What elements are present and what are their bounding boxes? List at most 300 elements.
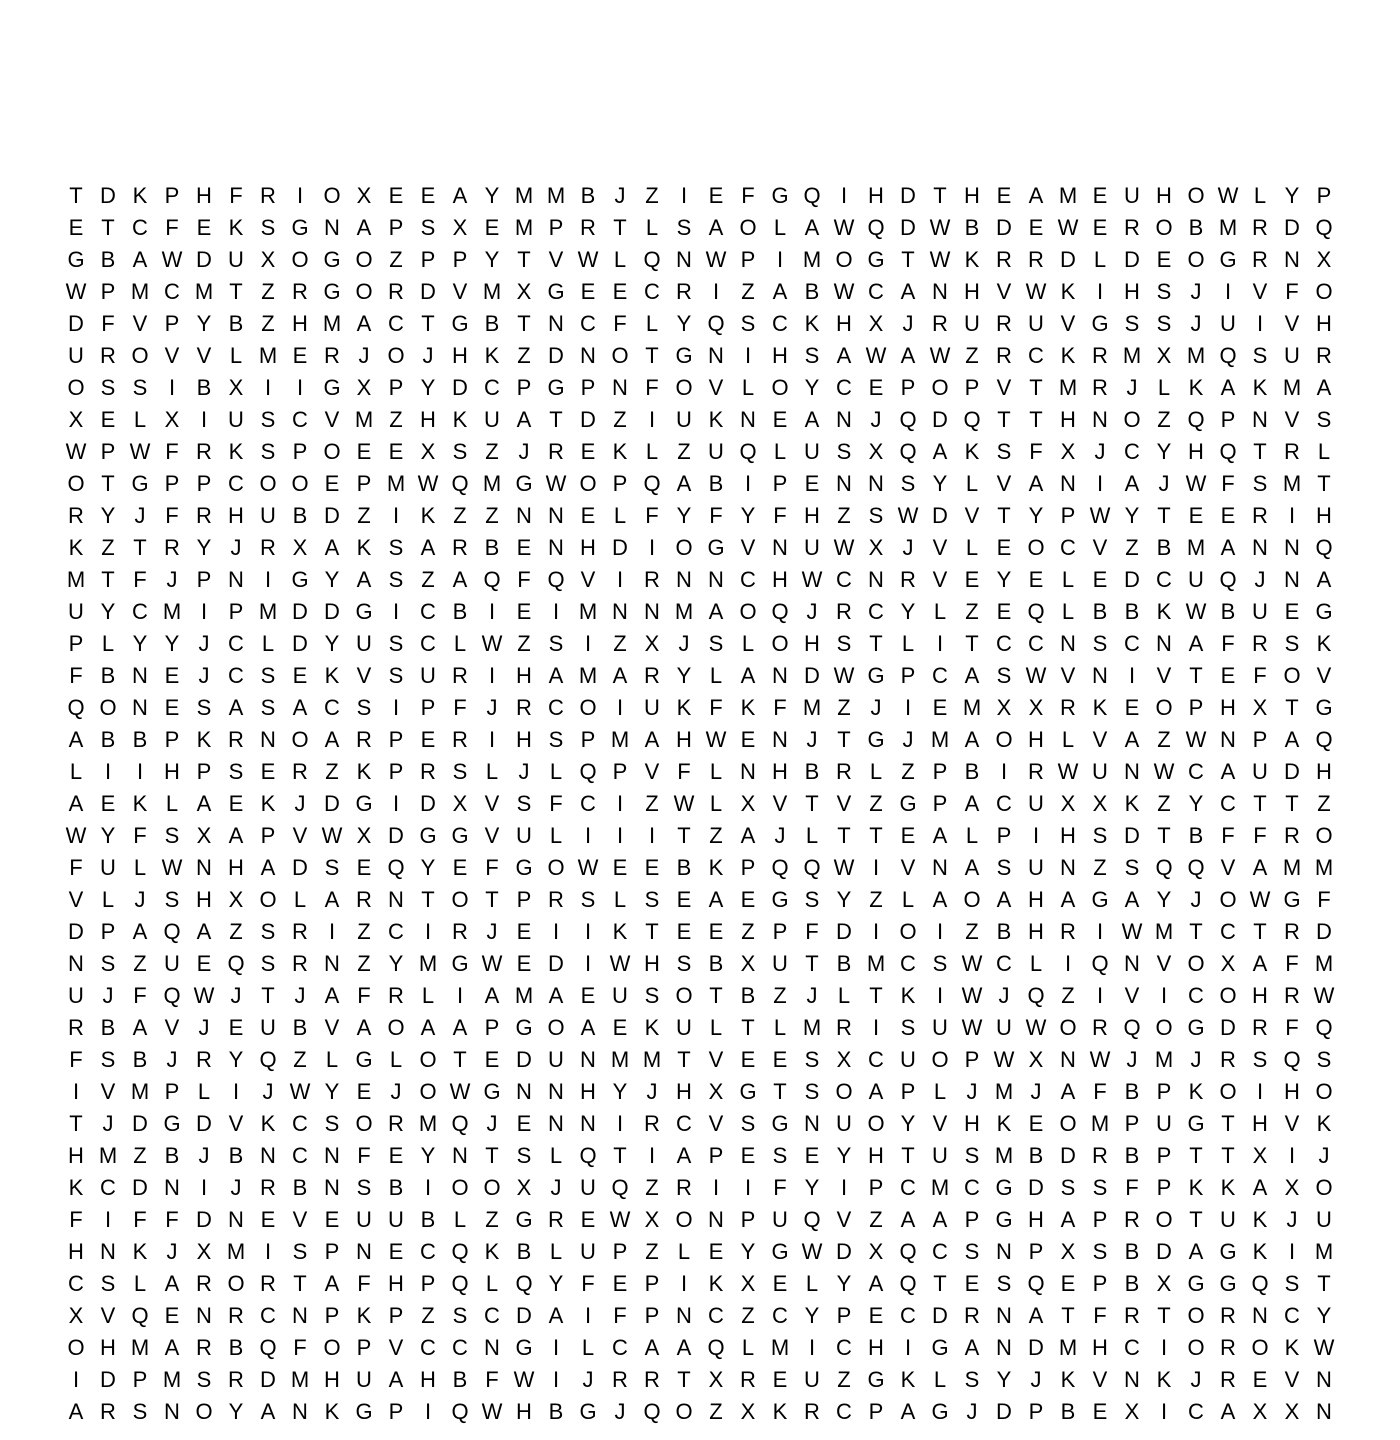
grid-letter: F bbox=[357, 1271, 371, 1296]
grid-letter: L bbox=[901, 887, 915, 912]
grid-letter: B bbox=[836, 951, 852, 976]
grid-letter: M bbox=[1314, 1239, 1334, 1264]
grid-letter: R bbox=[644, 567, 660, 592]
grid-letter: K bbox=[324, 1399, 340, 1424]
grid-letter: K bbox=[324, 663, 340, 688]
grid-letter: T bbox=[613, 1143, 627, 1168]
grid-letter: G bbox=[1219, 247, 1237, 272]
grid-letter: S bbox=[292, 1239, 308, 1264]
grid-letter: H bbox=[804, 631, 820, 656]
grid-letter: C bbox=[644, 279, 660, 304]
grid-letter: I bbox=[680, 1271, 688, 1296]
grid-letter: O bbox=[1251, 1335, 1269, 1360]
grid-letter: J bbox=[806, 983, 818, 1008]
grid-letter: G bbox=[1315, 695, 1333, 720]
grid-letter: S bbox=[164, 823, 180, 848]
grid-letter: W bbox=[321, 823, 343, 848]
grid-letter: V bbox=[964, 503, 980, 528]
grid-letter: M bbox=[1186, 343, 1206, 368]
grid-letter: E bbox=[356, 855, 372, 880]
grid-letter: S bbox=[740, 311, 756, 336]
grid-letter: S bbox=[260, 919, 276, 944]
grid-letter: U bbox=[996, 1015, 1012, 1040]
grid-letter: C bbox=[1188, 983, 1204, 1008]
grid-letter: G bbox=[1091, 887, 1109, 912]
grid-letter: P bbox=[1188, 695, 1204, 720]
grid-letter: W bbox=[161, 855, 183, 880]
grid-letter: Y bbox=[740, 1239, 756, 1264]
grid-letter: R bbox=[1124, 215, 1140, 240]
grid-letter: Z bbox=[389, 247, 403, 272]
grid-letter: A bbox=[740, 663, 756, 688]
grid-letter: E bbox=[964, 1271, 980, 1296]
grid-letter: U bbox=[708, 439, 724, 464]
grid-letter: C bbox=[676, 1111, 692, 1136]
grid-letter: A bbox=[1060, 887, 1076, 912]
grid-letter: J bbox=[422, 343, 434, 368]
grid-letter: L bbox=[613, 503, 627, 528]
grid-letter: J bbox=[102, 983, 114, 1008]
grid-letter: E bbox=[484, 1047, 500, 1072]
grid-letter: F bbox=[645, 503, 659, 528]
grid-letter: B bbox=[804, 759, 820, 784]
grid-letter: Z bbox=[965, 599, 979, 624]
grid-letter: E bbox=[516, 1111, 532, 1136]
grid-letter: E bbox=[292, 343, 308, 368]
grid-letter: X bbox=[868, 439, 884, 464]
grid-letter: S bbox=[580, 887, 596, 912]
grid-letter: T bbox=[869, 823, 883, 848]
grid-letter: N bbox=[804, 1111, 820, 1136]
grid-letter: F bbox=[1093, 1303, 1107, 1328]
grid-letter: B bbox=[100, 1015, 116, 1040]
grid-letter: R bbox=[228, 1303, 244, 1328]
grid-letter: X bbox=[452, 215, 468, 240]
grid-letter: C bbox=[932, 1239, 948, 1264]
grid-letter: Y bbox=[1316, 1303, 1332, 1328]
grid-letter: F bbox=[1285, 279, 1299, 304]
grid-letter: V bbox=[836, 1207, 852, 1232]
grid-letter: A bbox=[228, 695, 244, 720]
grid-letter: C bbox=[1284, 1303, 1300, 1328]
grid-letter: E bbox=[740, 1143, 756, 1168]
grid-letter: F bbox=[69, 1207, 83, 1232]
grid-letter: J bbox=[198, 663, 210, 688]
grid-letter: O bbox=[675, 1207, 693, 1232]
grid-letter: Q bbox=[1027, 983, 1045, 1008]
grid-letter: W bbox=[801, 1239, 823, 1264]
grid-letter: B bbox=[388, 1175, 404, 1200]
grid-letter: Z bbox=[1157, 791, 1171, 816]
grid-letter: R bbox=[1252, 215, 1268, 240]
grid-letter: S bbox=[900, 471, 916, 496]
grid-letter: W bbox=[833, 215, 855, 240]
grid-letter: C bbox=[228, 663, 244, 688]
grid-letter: I bbox=[488, 727, 496, 752]
grid-letter: T bbox=[677, 1047, 691, 1072]
grid-letter: I bbox=[584, 919, 592, 944]
grid-letter: S bbox=[804, 887, 820, 912]
grid-letter: C bbox=[836, 375, 852, 400]
grid-letter: X bbox=[1316, 247, 1332, 272]
grid-row bbox=[60, 1300, 1340, 1332]
grid-letter: Q bbox=[771, 855, 789, 880]
grid-letter: M bbox=[194, 279, 214, 304]
grid-letter: A bbox=[196, 919, 212, 944]
grid-letter: B bbox=[548, 1399, 564, 1424]
grid-letter: L bbox=[965, 823, 979, 848]
grid-letter: A bbox=[324, 535, 340, 560]
grid-letter: J bbox=[678, 631, 690, 656]
grid-letter: K bbox=[900, 983, 916, 1008]
grid-letter: R bbox=[452, 727, 468, 752]
grid-letter: S bbox=[388, 663, 404, 688]
grid-letter: Q bbox=[163, 919, 181, 944]
grid-letter: H bbox=[324, 1367, 340, 1392]
grid-letter: D bbox=[1156, 1239, 1172, 1264]
grid-letter: L bbox=[133, 1271, 147, 1296]
grid-letter: T bbox=[677, 1367, 691, 1392]
grid-letter: J bbox=[198, 631, 210, 656]
grid-letter: V bbox=[1156, 663, 1172, 688]
grid-letter: I bbox=[616, 791, 624, 816]
grid-letter: G bbox=[67, 247, 85, 272]
grid-letter: W bbox=[481, 951, 503, 976]
grid-letter: A bbox=[1124, 471, 1140, 496]
grid-letter: A bbox=[420, 535, 436, 560]
grid-letter: R bbox=[1092, 375, 1108, 400]
grid-letter: A bbox=[292, 695, 308, 720]
grid-letter: P bbox=[1220, 407, 1236, 432]
grid-letter: Z bbox=[261, 279, 275, 304]
grid-letter: K bbox=[484, 343, 500, 368]
grid-letter: F bbox=[1285, 951, 1299, 976]
grid-letter: M bbox=[418, 951, 438, 976]
grid-letter: A bbox=[548, 983, 564, 1008]
grid-letter: X bbox=[708, 1367, 724, 1392]
grid-letter: J bbox=[1158, 471, 1170, 496]
grid-letter: U bbox=[420, 663, 436, 688]
grid-letter: J bbox=[902, 535, 914, 560]
grid-letter: I bbox=[712, 279, 720, 304]
grid-letter: K bbox=[1060, 343, 1076, 368]
grid-letter: E bbox=[1220, 663, 1236, 688]
grid-letter: Z bbox=[1317, 791, 1331, 816]
grid-letter: N bbox=[1060, 1047, 1076, 1072]
grid-letter: F bbox=[357, 983, 371, 1008]
grid-letter: K bbox=[132, 183, 148, 208]
grid-letter: S bbox=[100, 1271, 116, 1296]
grid-letter: E bbox=[612, 855, 628, 880]
grid-letter: D bbox=[68, 919, 84, 944]
grid-letter: W bbox=[417, 471, 439, 496]
grid-letter: V bbox=[68, 887, 84, 912]
grid-letter: G bbox=[771, 183, 789, 208]
grid-letter: L bbox=[1061, 567, 1075, 592]
grid-letter: C bbox=[132, 215, 148, 240]
grid-letter: A bbox=[1124, 887, 1140, 912]
grid-letter: C bbox=[836, 1399, 852, 1424]
grid-letter: M bbox=[290, 1367, 310, 1392]
grid-letter: S bbox=[1316, 407, 1332, 432]
grid-letter: T bbox=[645, 343, 659, 368]
grid-letter: R bbox=[1028, 247, 1044, 272]
grid-letter: W bbox=[545, 471, 567, 496]
grid-letter: D bbox=[580, 407, 596, 432]
grid-letter: H bbox=[292, 311, 308, 336]
grid-letter: G bbox=[931, 1335, 949, 1360]
grid-letter: M bbox=[130, 1079, 150, 1104]
grid-letter: K bbox=[676, 695, 692, 720]
grid-letter: Z bbox=[709, 823, 723, 848]
grid-letter: T bbox=[997, 407, 1011, 432]
grid-letter: L bbox=[901, 631, 915, 656]
grid-letter: F bbox=[773, 503, 787, 528]
grid-letter: F bbox=[1029, 439, 1043, 464]
grid-letter: G bbox=[451, 951, 469, 976]
grid-letter: N bbox=[324, 1175, 340, 1200]
grid-letter: A bbox=[1316, 567, 1332, 592]
grid-letter: S bbox=[196, 1367, 212, 1392]
grid-letter: E bbox=[452, 855, 468, 880]
grid-letter: E bbox=[708, 183, 724, 208]
grid-letter: V bbox=[484, 823, 500, 848]
grid-letter: A bbox=[324, 727, 340, 752]
grid-letter: G bbox=[771, 1239, 789, 1264]
grid-letter: S bbox=[996, 663, 1012, 688]
grid-letter: R bbox=[292, 919, 308, 944]
grid-letter: G bbox=[675, 343, 693, 368]
grid-row bbox=[60, 1396, 1340, 1428]
grid-letter: V bbox=[1092, 535, 1108, 560]
grid-letter: G bbox=[579, 1399, 597, 1424]
grid-letter: H bbox=[1316, 311, 1332, 336]
grid-letter: I bbox=[200, 1175, 208, 1200]
grid-letter: I bbox=[264, 375, 272, 400]
grid-letter: Y bbox=[676, 311, 692, 336]
grid-letter: K bbox=[1252, 1239, 1268, 1264]
grid-letter: G bbox=[323, 247, 341, 272]
grid-letter: N bbox=[1284, 535, 1300, 560]
grid-letter: V bbox=[900, 855, 916, 880]
grid-letter: J bbox=[166, 567, 178, 592]
grid-letter: M bbox=[514, 215, 534, 240]
grid-letter: J bbox=[1190, 311, 1202, 336]
grid-letter: S bbox=[1252, 343, 1268, 368]
grid-letter: B bbox=[132, 727, 148, 752]
grid-letter: I bbox=[744, 471, 752, 496]
grid-letter: D bbox=[900, 183, 916, 208]
grid-letter: G bbox=[1283, 887, 1301, 912]
grid-letter: B bbox=[1124, 599, 1140, 624]
grid-letter: G bbox=[515, 1207, 533, 1232]
grid-letter: X bbox=[868, 535, 884, 560]
grid-letter: P bbox=[612, 471, 628, 496]
grid-letter: W bbox=[161, 247, 183, 272]
grid-letter: V bbox=[356, 663, 372, 688]
grid-letter: I bbox=[648, 535, 656, 560]
grid-letter: L bbox=[709, 759, 723, 784]
grid-letter: Z bbox=[837, 1367, 851, 1392]
grid-letter: L bbox=[933, 599, 947, 624]
grid-letter: Y bbox=[228, 1399, 244, 1424]
grid-letter: X bbox=[356, 823, 372, 848]
grid-letter: G bbox=[515, 1335, 533, 1360]
grid-letter: I bbox=[104, 759, 112, 784]
grid-letter: N bbox=[324, 215, 340, 240]
grid-letter: G bbox=[1091, 311, 1109, 336]
grid-letter: R bbox=[644, 663, 660, 688]
grid-letter: G bbox=[867, 727, 885, 752]
grid-letter: V bbox=[1220, 855, 1236, 880]
grid-letter: G bbox=[1187, 1111, 1205, 1136]
grid-letter: V bbox=[772, 791, 788, 816]
grid-letter: Y bbox=[324, 631, 340, 656]
grid-letter: P bbox=[1124, 1111, 1140, 1136]
grid-letter: P bbox=[164, 727, 180, 752]
grid-letter: S bbox=[548, 727, 564, 752]
grid-letter: Y bbox=[900, 1111, 916, 1136]
grid-letter: V bbox=[388, 1335, 404, 1360]
grid-letter: I bbox=[72, 1079, 80, 1104]
grid-letter: N bbox=[612, 599, 628, 624]
grid-letter: J bbox=[486, 1111, 498, 1136]
grid-letter: M bbox=[962, 695, 982, 720]
grid-letter: U bbox=[228, 407, 244, 432]
grid-letter: V bbox=[132, 311, 148, 336]
grid-letter: J bbox=[1190, 279, 1202, 304]
grid-letter: B bbox=[708, 471, 724, 496]
grid-letter: O bbox=[67, 375, 85, 400]
grid-letter: P bbox=[420, 1271, 436, 1296]
grid-letter: N bbox=[164, 1175, 180, 1200]
grid-letter: Y bbox=[804, 1175, 820, 1200]
grid-letter: G bbox=[1187, 1271, 1205, 1296]
grid-letter: U bbox=[1092, 759, 1108, 784]
grid-letter: U bbox=[68, 343, 84, 368]
grid-letter: L bbox=[709, 663, 723, 688]
grid-letter: J bbox=[1190, 1047, 1202, 1072]
grid-letter: R bbox=[836, 759, 852, 784]
grid-letter: I bbox=[872, 919, 880, 944]
grid-letter: I bbox=[840, 1175, 848, 1200]
grid-letter: A bbox=[548, 1303, 564, 1328]
grid-letter: I bbox=[776, 247, 784, 272]
grid-letter: U bbox=[772, 1207, 788, 1232]
grid-letter: S bbox=[260, 663, 276, 688]
grid-letter: U bbox=[1028, 791, 1044, 816]
grid-letter: H bbox=[196, 183, 212, 208]
grid-letter: J bbox=[582, 1367, 594, 1392]
grid-letter: R bbox=[388, 983, 404, 1008]
grid-letter: A bbox=[644, 1335, 660, 1360]
grid-letter: H bbox=[228, 855, 244, 880]
grid-letter: F bbox=[613, 311, 627, 336]
grid-letter: U bbox=[260, 503, 276, 528]
grid-letter: B bbox=[132, 1047, 148, 1072]
grid-letter: B bbox=[196, 375, 212, 400]
grid-letter: Y bbox=[676, 663, 692, 688]
grid-letter: B bbox=[1060, 1399, 1076, 1424]
grid-letter: W bbox=[961, 983, 983, 1008]
grid-letter: T bbox=[1285, 695, 1299, 720]
grid-letter: L bbox=[1061, 727, 1075, 752]
grid-letter: R bbox=[292, 279, 308, 304]
grid-letter: D bbox=[388, 823, 404, 848]
grid-letter: S bbox=[708, 631, 724, 656]
grid-letter: P bbox=[388, 1399, 404, 1424]
grid-letter: L bbox=[1157, 375, 1171, 400]
grid-letter: I bbox=[552, 1335, 560, 1360]
grid-letter: R bbox=[964, 1303, 980, 1328]
grid-letter: S bbox=[804, 343, 820, 368]
grid-letter: C bbox=[292, 407, 308, 432]
grid-letter: H bbox=[676, 727, 692, 752]
grid-letter: K bbox=[68, 1175, 84, 1200]
grid-letter: R bbox=[164, 535, 180, 560]
grid-letter: E bbox=[516, 535, 532, 560]
grid-letter: C bbox=[900, 951, 916, 976]
grid-letter: G bbox=[355, 791, 373, 816]
grid-letter: N bbox=[1124, 759, 1140, 784]
grid-letter: F bbox=[805, 919, 819, 944]
grid-letter: S bbox=[932, 951, 948, 976]
grid-letter: O bbox=[355, 279, 373, 304]
grid-letter: O bbox=[899, 919, 917, 944]
grid-letter: T bbox=[613, 215, 627, 240]
grid-letter: I bbox=[616, 823, 624, 848]
grid-letter: L bbox=[741, 375, 755, 400]
grid-row bbox=[60, 212, 1340, 244]
grid-letter: W bbox=[705, 247, 727, 272]
grid-letter: X bbox=[868, 1239, 884, 1264]
grid-letter: E bbox=[164, 695, 180, 720]
grid-letter: D bbox=[1284, 215, 1300, 240]
grid-letter: I bbox=[1256, 1079, 1264, 1104]
grid-letter: L bbox=[1061, 599, 1075, 624]
grid-letter: C bbox=[836, 567, 852, 592]
grid-letter: S bbox=[1316, 1047, 1332, 1072]
grid-letter: C bbox=[260, 1303, 276, 1328]
grid-letter: A bbox=[900, 343, 916, 368]
grid-letter: K bbox=[260, 791, 276, 816]
grid-letter: R bbox=[612, 1367, 628, 1392]
grid-letter: J bbox=[1286, 1207, 1298, 1232]
grid-letter: V bbox=[996, 375, 1012, 400]
grid-letter: P bbox=[644, 1271, 660, 1296]
grid-letter: H bbox=[772, 759, 788, 784]
grid-letter: N bbox=[1284, 567, 1300, 592]
grid-letter: U bbox=[932, 1143, 948, 1168]
grid-letter: O bbox=[99, 695, 117, 720]
grid-letter: O bbox=[259, 471, 277, 496]
grid-letter: Q bbox=[1315, 727, 1333, 752]
grid-letter: D bbox=[1316, 919, 1332, 944]
grid-letter: H bbox=[196, 887, 212, 912]
grid-letter: J bbox=[166, 1239, 178, 1264]
grid-row bbox=[60, 756, 1340, 788]
grid-letter: S bbox=[996, 439, 1012, 464]
grid-letter: F bbox=[165, 503, 179, 528]
grid-letter: R bbox=[996, 247, 1012, 272]
grid-letter: M bbox=[770, 1335, 790, 1360]
grid-letter: F bbox=[709, 503, 723, 528]
grid-letter: P bbox=[292, 439, 308, 464]
grid-letter: M bbox=[130, 1335, 150, 1360]
grid-letter: O bbox=[483, 1175, 501, 1200]
grid-letter: M bbox=[1314, 951, 1334, 976]
grid-letter: A bbox=[68, 791, 84, 816]
